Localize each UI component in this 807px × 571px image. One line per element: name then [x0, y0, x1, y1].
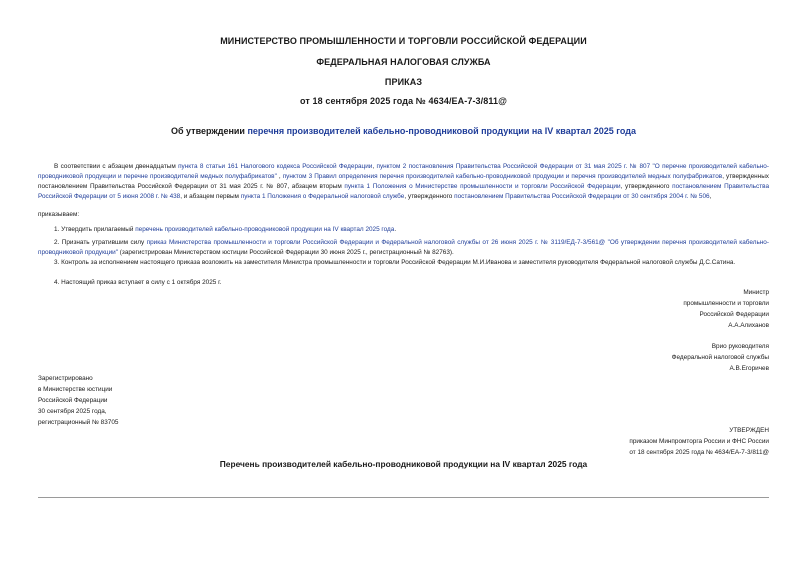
preamble-text: ,	[276, 173, 283, 180]
preamble-link-resolution-506[interactable]: постановлением Правительства Российской Федерации от 30 сентября 2004 г. № 506	[454, 193, 710, 200]
preamble-link-resolution-807[interactable]: пунктом 2 постановления Правительства Российской Федерации от 31 мая 2025 г. № 807 "О перечне производителей кабельно-проводниковой продукции и перечне производителей медных полуфабрикатов"	[38, 163, 769, 180]
fns-signature	[672, 341, 769, 374]
divider	[38, 497, 769, 498]
registration-line: 30 сентября 2025 года,	[38, 408, 107, 415]
registration-line: регистрационный № 83705	[38, 419, 119, 426]
approval-line: приказом Минпромторга России и ФНС России	[629, 438, 769, 445]
preamble-text: ,	[372, 163, 377, 170]
doc-type-heading: ПРИКАЗ	[384, 77, 423, 87]
item-text: .	[394, 226, 397, 233]
item-4: 4. Настоящий приказ вступает в силу с 1 октября 2025 г.	[54, 279, 222, 286]
signature-line: Врио руководителя	[711, 343, 769, 350]
registration-line: Зарегистрировано	[38, 375, 93, 382]
item-text: (зарегистрирован Министерством юстиции Российской Федерации 30 июня 2025 г., регистрационный № 82763).	[118, 249, 454, 256]
preamble-paragraph	[38, 162, 769, 202]
date-number-heading: от 18 сентября 2025 года № 4634/ЕА-7-3/811@	[300, 96, 507, 106]
preamble-link-tax-code[interactable]: пункта 8 статьи 161 Налогового кодекса Российской Федерации	[178, 163, 373, 170]
registration-line: в Министерстве юстиции	[38, 386, 113, 393]
registration-line: Российской Федерации	[38, 397, 108, 404]
item-text: 1. Утвердить прилагаемый	[54, 226, 136, 233]
order-word: приказываем:	[38, 211, 80, 218]
preamble-link-rules[interactable]: пунктом 3 Правил определения перечня производителей кабельно-проводниковой продукции и перечня производителей медных полуфабрикатов	[282, 173, 723, 180]
item-3: 3. Контроль за исполнением настоящего приказа возложить на заместителя Министра промышленности и торговли Российской Федерации М.И.Иванова и заместителя руководителя Федеральной налоговой службы Д.С.Сатина.	[54, 259, 736, 266]
signature-line: Российской Федерации	[699, 311, 769, 318]
preamble-text: ,	[709, 193, 712, 200]
service-heading: ФЕДЕРАЛЬНАЯ НАЛОГОВАЯ СЛУЖБА	[316, 57, 491, 67]
signature-name: А.А.Алиханов	[728, 322, 769, 329]
signature-line: Федеральной налоговой службы	[671, 354, 769, 361]
approval-block	[629, 425, 769, 458]
item-1	[38, 225, 769, 235]
item-2	[38, 238, 769, 258]
list-title: Перечень производителей кабельно-проводниковой продукции на IV квартал 2025 года	[219, 459, 588, 469]
preamble-text: В соответствии с абзацем двенадцатым	[54, 163, 179, 170]
document-title	[0, 126, 807, 136]
signature-line: промышленности и торговли	[683, 300, 769, 307]
signature-line: Министр	[743, 289, 769, 296]
preamble-text: , утвержденного	[620, 183, 673, 190]
approval-line: УТВЕРЖДЕН	[729, 427, 769, 434]
preamble-link-minpromtorg-regulation[interactable]: пункта 1 Положения о Министерстве промышленности и торговли Российской Федерации	[344, 183, 621, 190]
approval-line: от 18 сентября 2025 года № 4634/ЕА-7-3/811@	[629, 449, 769, 456]
preamble-text: , утвержденного	[404, 193, 455, 200]
preamble-link-resolution-438[interactable]: постановлением Правительства Российской Федерации от 5 июня 2008 г. № 438	[38, 183, 770, 200]
item-text: 2. Признать утратившим силу	[54, 239, 147, 246]
item-2-link[interactable]: приказ Министерства промышленности и торговли Российской Федерации и Федеральной налоговой службы от 26 июня 2025 г. № 3119/ЕД-7-3/561@ "Об утверждении перечня производителей кабельно-проводниковой продукции"	[38, 239, 769, 256]
preamble-link-fns-regulation[interactable]: пункта 1 Положения о Федеральной налоговой службе	[240, 193, 405, 200]
registration-block	[38, 373, 118, 428]
ministry-heading: МИНИСТЕРСТВО ПРОМЫШЛЕННОСТИ И ТОРГОВЛИ РОССИЙСКОЙ ФЕДЕРАЦИИ	[220, 36, 587, 46]
preamble-text: , утвержденных постановлением Правительства Российской Федерации от 31 мая 2025 г. № 807, абзацем вторым	[38, 173, 769, 190]
signature-name: А.В.Егоричев	[729, 365, 769, 372]
item-1-link[interactable]: перечень производителей кабельно-проводниковой продукции на IV квартал 2025 года	[135, 226, 395, 233]
preamble-text: , и абзацем первым	[180, 193, 241, 200]
minister-signature	[683, 287, 769, 331]
title-link[interactable]: перечня производителей кабельно-проводниковой продукции на IV квартал 2025 года	[247, 126, 636, 136]
title-prefix: Об утверждении	[170, 126, 248, 136]
